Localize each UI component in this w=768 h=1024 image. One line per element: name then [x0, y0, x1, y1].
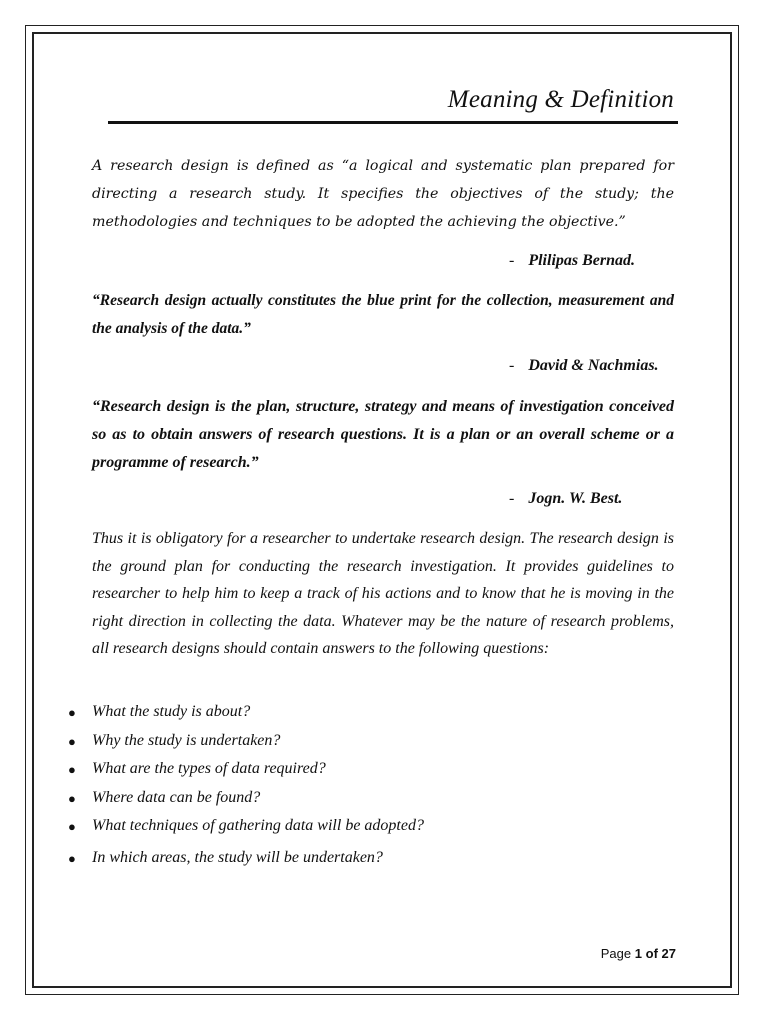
bullet-icon: ●: [68, 733, 76, 749]
page-total: 27: [661, 946, 676, 961]
list-item: [68, 703, 424, 732]
list-item: [68, 789, 424, 818]
question-text: In which areas, the study will be undertaken?: [92, 848, 383, 866]
bullet-icon: ●: [68, 762, 76, 777]
bullet-icon: ●: [68, 705, 76, 720]
questions-list: [68, 703, 424, 877]
list-item: [68, 817, 424, 846]
question-text: Where data can be found?: [92, 788, 261, 806]
author-dash: -: [509, 252, 515, 269]
list-item: [68, 760, 424, 789]
bullet-icon: ●: [68, 850, 76, 866]
question-text: Why the study is undertaken?: [92, 731, 281, 749]
question-text: What techniques of gathering data will be adopted?: [92, 817, 424, 834]
definition-quote-3: “Research design is the plan, structure, strategy and means of investigation conceived so as to obtain answers of research questions. It is a plan or an overall scheme or a programme of research.”: [92, 398, 674, 471]
list-item: [68, 732, 424, 761]
question-text: What are the types of data required?: [92, 760, 326, 777]
bullet-icon: ●: [68, 819, 76, 834]
list-item: [68, 849, 424, 878]
quote-author-3: [509, 490, 622, 508]
definition-quote-1: A research design is defined as “a logical and systematic plan prepared for directing a research study. It specifies the objectives of the study; the methodologies and techniques to be adopted the achieving the objective.”: [92, 158, 674, 230]
page-label: Page: [600, 946, 632, 961]
quote-author-2: [509, 357, 659, 375]
bullet-icon: ●: [68, 790, 76, 806]
page-current: 1: [634, 946, 642, 961]
header-rule: [108, 121, 678, 124]
page-of: of: [645, 946, 658, 961]
author-name: Plilipas Bernad.: [528, 252, 636, 269]
page-number: [601, 946, 676, 961]
author-name: David & Nachmias.: [528, 357, 659, 374]
page-title: Meaning & Definition: [447, 86, 674, 113]
question-text: What the study is about?: [92, 703, 251, 720]
quote-author-1: [509, 252, 635, 270]
definition-quote-2: “Research design actually constitutes the blue print for the collection, measurement and the analysis of the data.”: [92, 292, 674, 337]
author-dash: -: [509, 357, 515, 374]
body-paragraph: Thus it is obligatory for a researcher to undertake research design. The research design is the ground plan for conducting the research investigation. It provides guidelines to researcher to help him to keep a track of his actions and to know that he is moving in the right direction in collecting the data. Whatever may be the nature of research problems, all research designs should contain answers to the following questions:: [92, 530, 674, 657]
author-name: Jogn. W. Best.: [528, 490, 623, 507]
author-dash: -: [509, 490, 515, 507]
